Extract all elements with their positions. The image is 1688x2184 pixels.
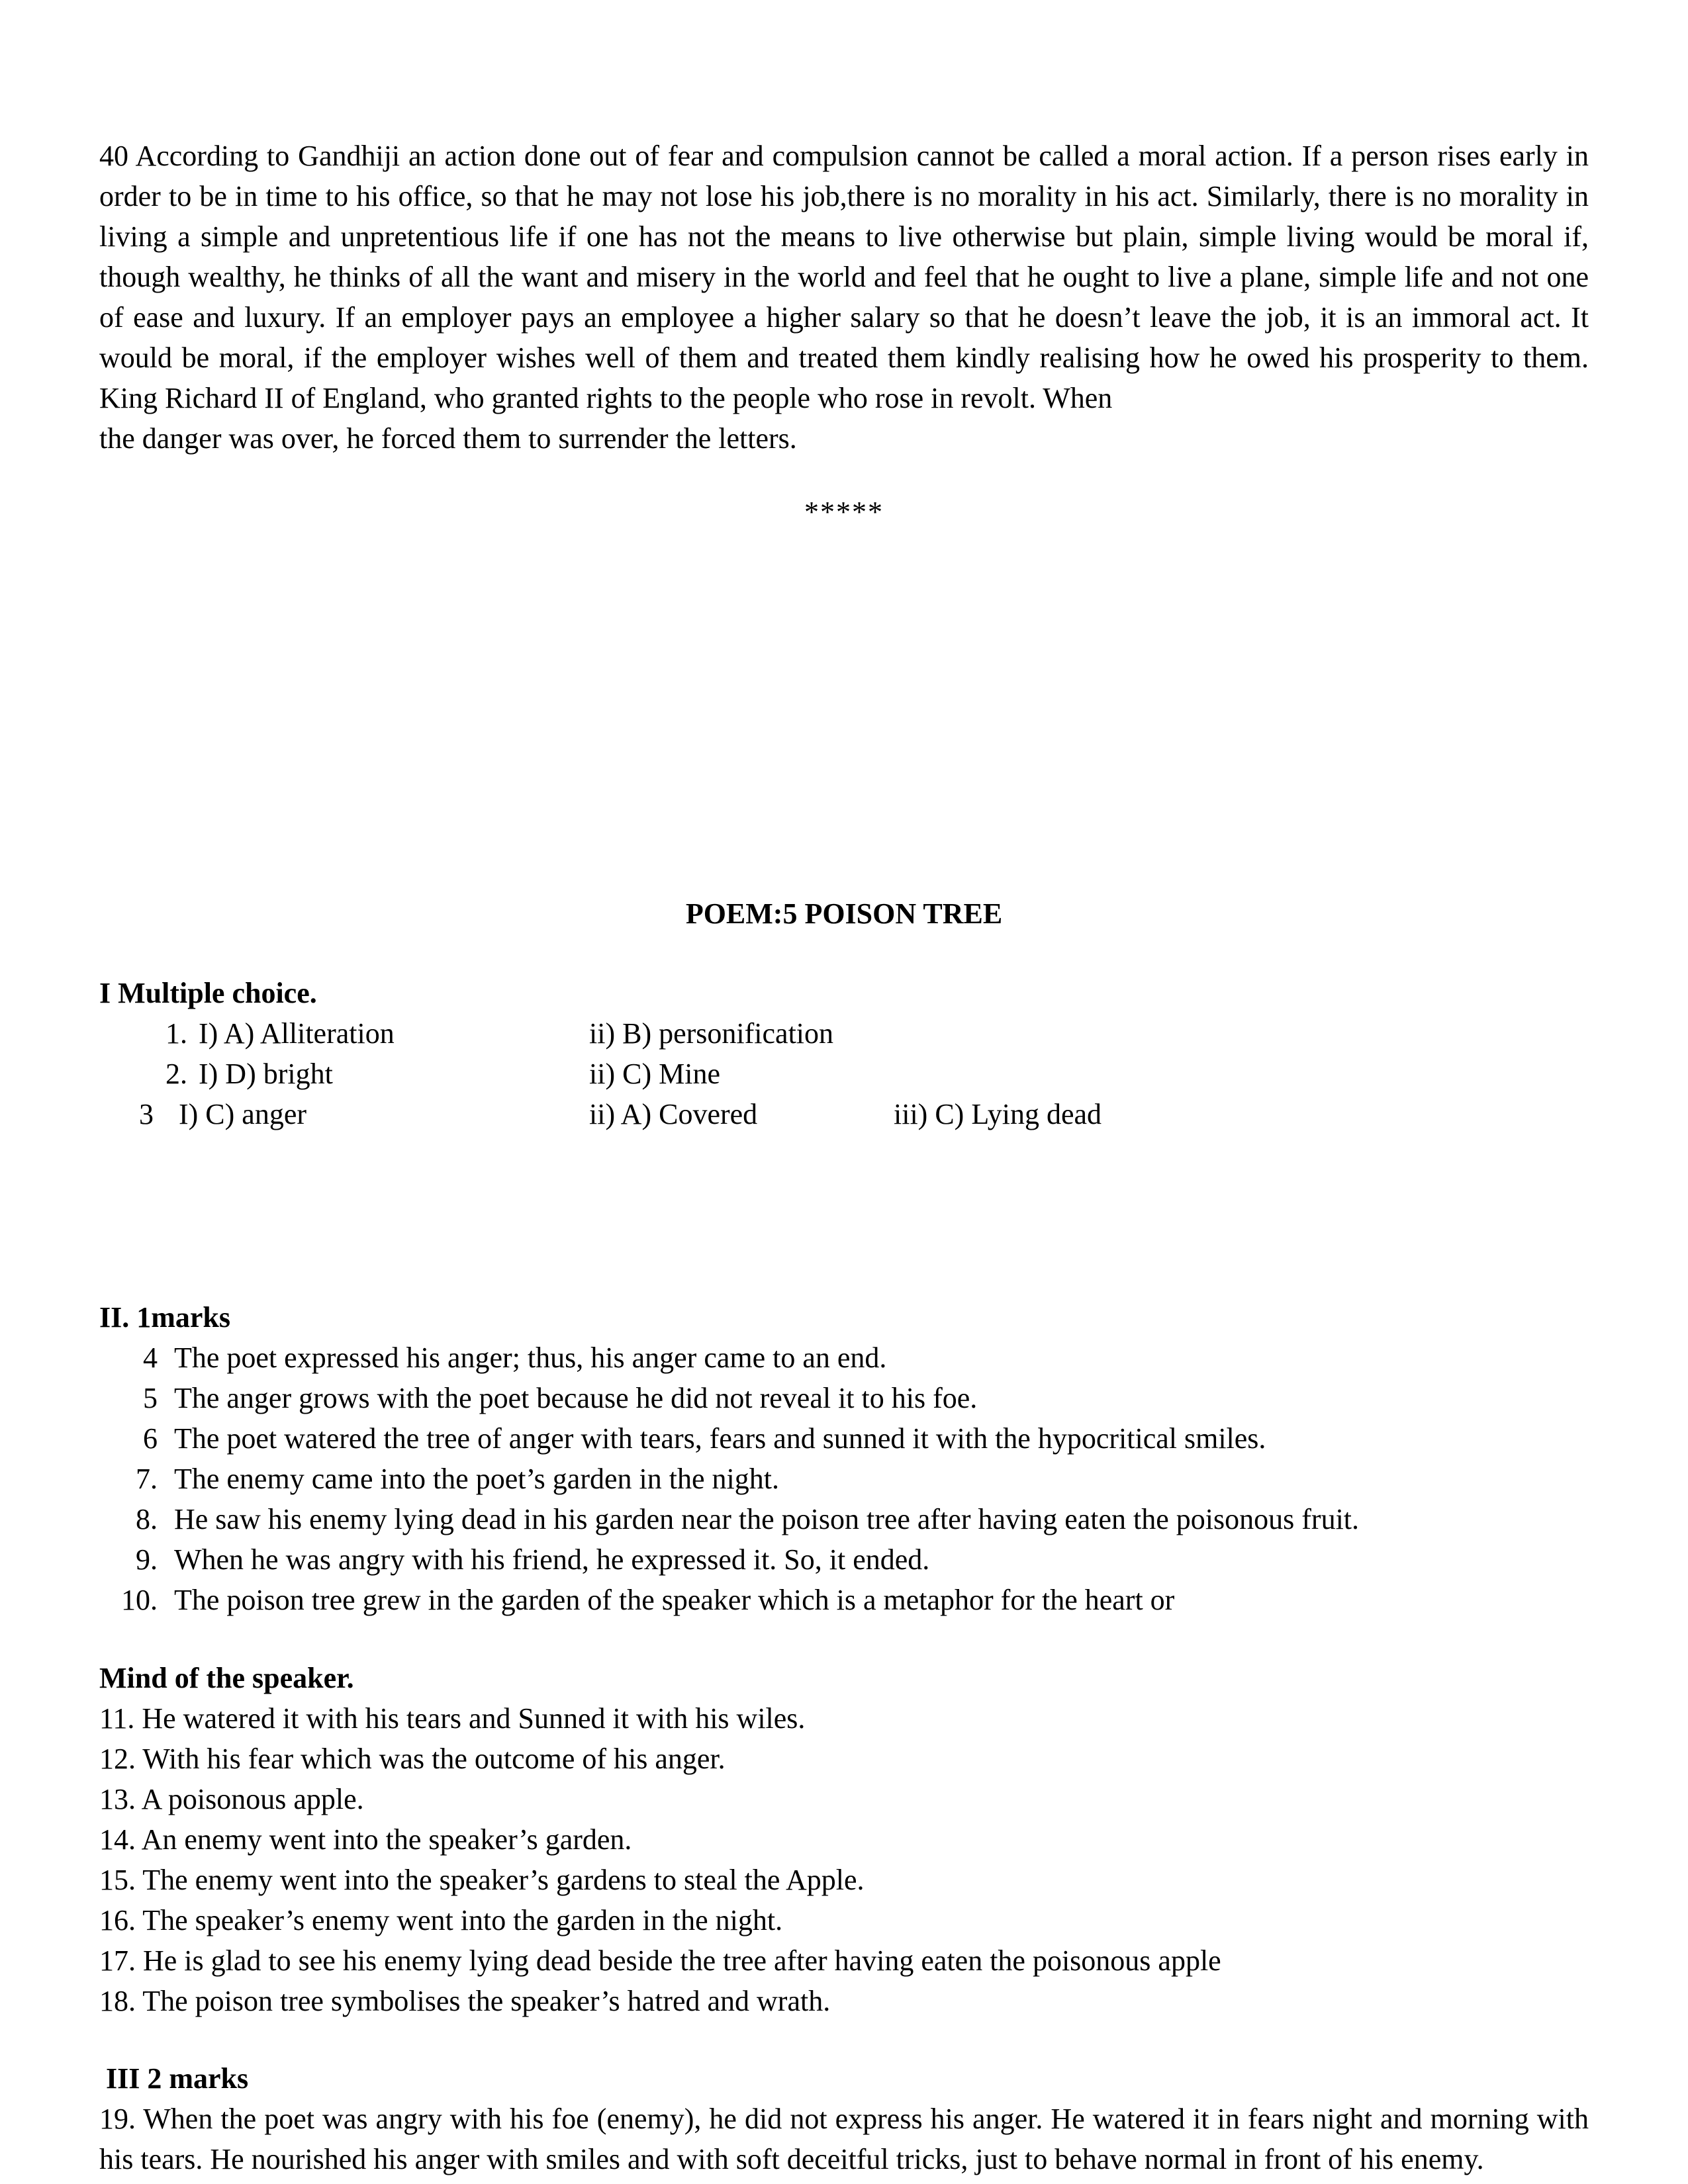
list-item: 11. He watered it with his tears and Sunned it with his wiles.	[99, 1702, 806, 1735]
answer-40-tail-2: the danger was over, he forced them to surrender the letters.	[99, 422, 797, 455]
answer-40-text: 40 According to Gandhiji an action done out of fear and compulsion cannot be called a moral action. If a person rises early in order to be in time to his office, so that he may not lose his job,there is no morality in his act. Similarly, there is no morality in living a simple and unpretentious life if one has not the means to live otherwise but plain, simple living would be moral if, though wealthy, he thinks of all the want and misery in the world and feel that he ought to live a plane, simple life and not one of ease and luxury. If an employer pays an employee a higher salary so that he doesn’t leave the job, it is an immoral act. It would be moral, if the employer wishes well of them and treated them kindly realising how he owed his prosperity to them.	[99, 140, 1589, 374]
item-number: 9.	[136, 1543, 158, 1576]
mc-row-number: 2.	[165, 1058, 187, 1090]
mc-answer-ii: ii) A) Covered	[589, 1098, 758, 1130]
item-number: 4	[143, 1342, 158, 1374]
list-item: 17. He is glad to see his enemy lying dead beside the tree after having eaten the poisonous apple	[99, 1944, 1221, 1977]
item-number: 6	[143, 1422, 158, 1455]
mc-row	[99, 1094, 1589, 1134]
two-marks-section	[99, 2058, 1589, 2179]
list-item	[99, 1378, 1589, 1418]
item-text: The poison tree grew in the garden of the speaker which is a metaphor for the heart or	[174, 1584, 1175, 1616]
answer-40-tail-1: King Richard II of England, who granted rights to the people who rose in revolt. When	[99, 382, 1113, 414]
mc-answer-ii: ii) B) personification	[589, 1017, 834, 1050]
list-item	[99, 1418, 1589, 1459]
multiple-choice-heading: I Multiple choice.	[99, 977, 317, 1009]
list-item: 13. A poisonous apple.	[99, 1783, 364, 1815]
one-marks-section	[99, 1297, 1589, 1620]
mc-answer-iii: iii) C) Lying dead	[894, 1098, 1102, 1130]
list-item: 14. An enemy went into the speaker’s garden.	[99, 1823, 632, 1856]
mc-row	[99, 1054, 1589, 1094]
list-item	[99, 1499, 1589, 1539]
answer-19-paragraph: 19. When the poet was angry with his foe (enemy), he did not express his anger. He watered it in fears night and morning with his tears. He nourished his anger with smiles and with soft deceitful tricks, just to behave normal in front of his enemy.	[99, 2103, 1589, 2175]
list-item	[99, 1539, 1589, 1580]
document-page	[99, 136, 1589, 2175]
list-item: 12. With his fear which was the outcome of his anger.	[99, 1743, 726, 1775]
one-marks-heading: II. 1marks	[99, 1301, 231, 1334]
mc-row-number: 3	[139, 1098, 154, 1130]
mind-of-speaker-heading: Mind of the speaker.	[99, 1662, 354, 1694]
item-number: 10.	[121, 1584, 158, 1616]
item-text: He saw his enemy lying dead in his garden near the poison tree after having eaten the poisonous fruit.	[174, 1503, 1360, 1535]
item-text: The poet watered the tree of anger with tears, fears and sunned it with the hypocritical smiles.	[174, 1422, 1266, 1455]
item-text: The enemy came into the poet’s garden in the night.	[174, 1463, 779, 1495]
mc-answer-i: I) C) anger	[179, 1098, 307, 1130]
list-item	[99, 1580, 1589, 1620]
mc-row-number: 1.	[165, 1017, 187, 1050]
list-item: 16. The speaker’s enemy went into the garden in the night.	[99, 1904, 783, 1936]
list-item	[99, 1459, 1589, 1499]
item-number: 8.	[136, 1503, 158, 1535]
item-number: 7.	[136, 1463, 158, 1495]
two-marks-heading: III 2 marks	[106, 2062, 249, 2095]
list-item: 15. The enemy went into the speaker’s gardens to steal the Apple.	[99, 1864, 865, 1896]
item-number: 5	[143, 1382, 158, 1414]
item-text: The poet expressed his anger; thus, his anger came to an end.	[174, 1342, 887, 1374]
multiple-choice-section	[99, 973, 1589, 1134]
mc-answer-ii: ii) C) Mine	[589, 1058, 720, 1090]
poem-title: POEM:5 POISON TREE	[685, 897, 1003, 930]
section-separator: *****	[804, 496, 884, 528]
item-text: The anger grows with the poet because he did not reveal it to his foe.	[174, 1382, 978, 1414]
mc-answer-i: I) A) Alliteration	[199, 1017, 395, 1050]
item-text: When he was angry with his friend, he expressed it. So, it ended.	[174, 1543, 930, 1576]
list-item: 18. The poison tree symbolises the speaker’s hatred and wrath.	[99, 1985, 831, 2017]
mc-row	[99, 1013, 1589, 1054]
answer-40-paragraph	[99, 136, 1589, 459]
mind-of-speaker-section	[99, 1658, 1589, 2021]
list-item	[99, 1338, 1589, 1378]
mc-answer-i: I) D) bright	[199, 1058, 333, 1090]
